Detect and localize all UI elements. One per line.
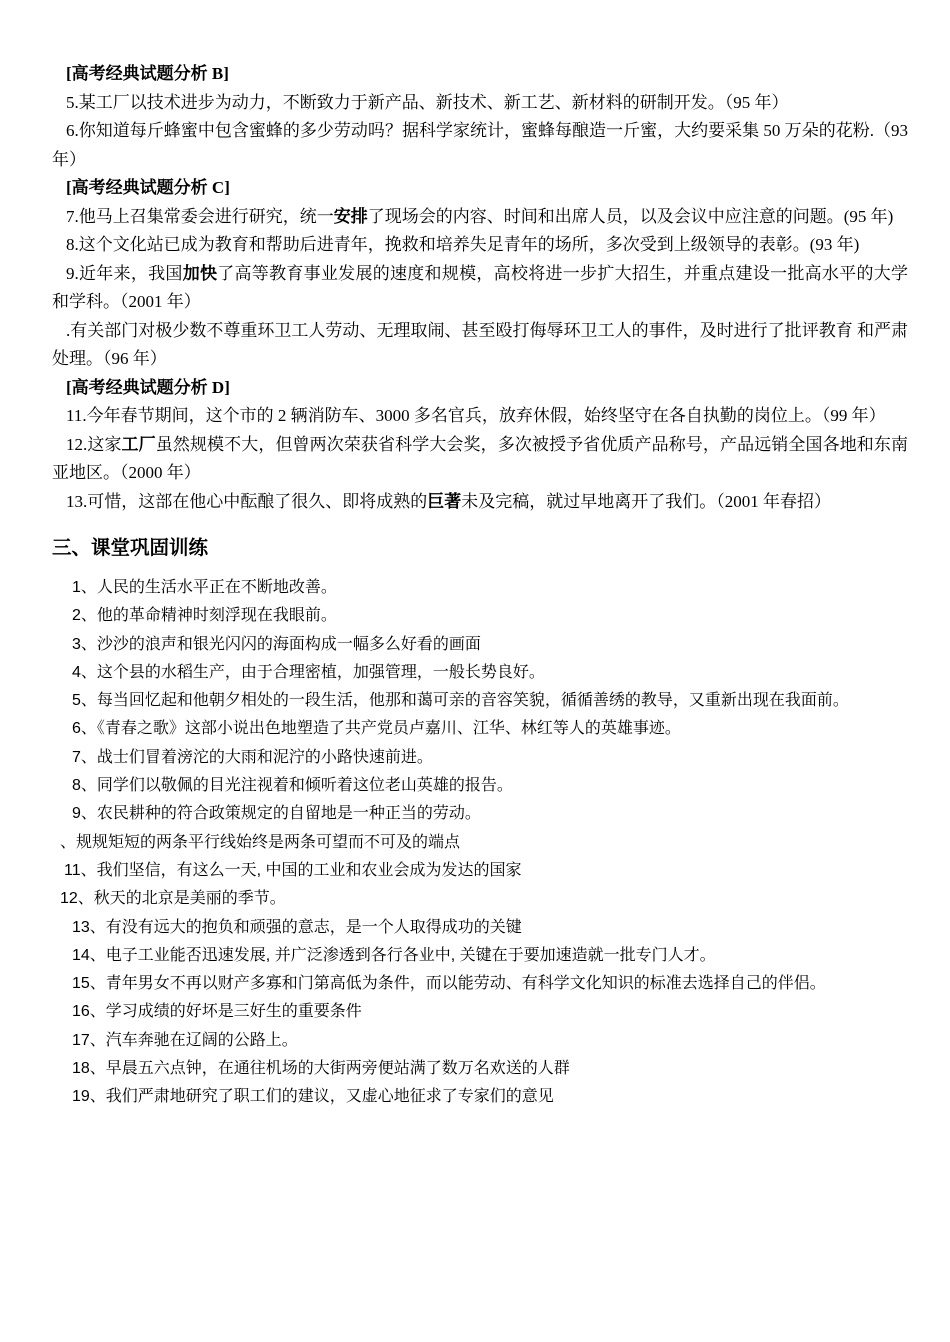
- question-13: [52, 488, 908, 517]
- section-d-heading: [高考经典试题分析 D]: [66, 377, 230, 397]
- question-12-highlight: 工厂: [121, 434, 156, 454]
- exercise-item-4: 4、这个县的水稻生产，由于合理密植，加强管理，一般长势良好。: [72, 663, 545, 681]
- section-b-heading: [高考经典试题分析 B]: [66, 64, 229, 83]
- question-13-text-a: 13.可惜，这部在他心中酝酿了很久、即将成熟的: [66, 491, 428, 511]
- question-6: 6.你知道每斤蜂蜜中包含蜜蜂的多少劳动吗？据科学家统计，蜜蜂每酿造一斤蜜，大约要采集 50 万朵的花粉.（93 年）: [52, 121, 908, 169]
- exercise-item-13: 13、有没有远大的抱负和顽强的意志，是一个人取得成功的关键: [72, 918, 522, 936]
- exercise-item-2: 2、他的革命精神时刻浮现在我眼前。: [72, 607, 337, 625]
- exercise-item-11: 11、我们坚信，有这么一天, 中国的工业和农业会成为发达的国家: [64, 861, 522, 879]
- question-12-text-b: 虽然规模不大，但曾两次荣获省科学大会奖，多次被授予省优质产品称号，产品远销全国各地和东南亚地区。（2000 年）: [52, 434, 909, 482]
- question-13-highlight: 巨著: [427, 491, 462, 511]
- exercise-item-8: 8、同学们以敬佩的目光注视着和倾听着这位老山英雄的报告。: [72, 777, 513, 795]
- question-5: 5.某工厂以技术进步为动力，不断致力于新产品、新技术、新工艺、新材料的研制开发。（95 年）: [66, 92, 789, 112]
- exercise-item-14: 14、电子工业能否迅速发展, 并广泛渗透到各行各业中, 关键在于要加速造就一批专门人才。: [72, 946, 716, 964]
- exercise-item-5: 5、每当回忆起和他朝夕相处的一段生活，他那和蔼可亲的音容笑貌，循循善绣的教导，又重新出现在我面前。: [72, 692, 849, 710]
- question-12-text-a: 12.这家: [66, 434, 122, 454]
- section-c-heading: [高考经典试题分析 C]: [66, 178, 230, 197]
- question-9-highlight: 加快: [182, 263, 218, 283]
- question-10: .有关部门对极少数不尊重环卫工人劳动、无理取闹、甚至殴打侮辱环卫工人的事件，及时进行了批评教育 和严肃处理。（96 年）: [52, 320, 908, 368]
- question-7-text-a: 7.他马上召集常委会进行研究，统一: [66, 206, 334, 226]
- exercise-list: [52, 574, 908, 1112]
- exercise-item-7: 7、战士们冒着滂沱的大雨和泥泞的小路快速前进。: [72, 748, 433, 766]
- exercise-item-6: 6、《青春之歌》这部小说出色地塑造了共产党员卢嘉川、江华、林红等人的英雄事迹。: [72, 720, 681, 738]
- exercise-item-15: 15、青年男女不再以财产多寡和门第高低为条件，而以能劳动、有科学文化知识的标准去选择自己的伴侣。: [72, 975, 826, 993]
- exercise-item-12: 12、秋天的北京是美丽的季节。: [60, 890, 286, 908]
- exercise-item-16: 16、学习成绩的好坏是三好生的重要条件: [72, 1003, 362, 1021]
- exercise-item-10: 、规规矩短的两条平行线始终是两条可望而不可及的端点: [60, 833, 461, 851]
- exercise-item-17: 17、汽车奔驰在辽阔的公路上。: [72, 1031, 298, 1049]
- question-7-highlight: 安排: [333, 206, 368, 226]
- exercise-item-1: 1、人民的生活水平正在不断地改善。: [72, 579, 337, 596]
- question-9-text-b: 了高等教育事业发展的速度和规模，高校将进一步扩大招生，并重点建设一批高水平的大学和学科。（2001 年）: [52, 263, 909, 311]
- exercise-item-9: 9、农民耕种的符合政策规定的自留地是一种正当的劳动。: [72, 805, 481, 823]
- question-12: [52, 431, 908, 488]
- question-11: 11.今年春节期间，这个市的 2 辆消防车、3000 多名官兵，放弃休假，始终坚守在各自执勤的岗位上。（99 年）: [66, 406, 886, 425]
- exercise-item-18: 18、早晨五六点钟，在通往机场的大街两旁便站满了数万名欢送的人群: [72, 1060, 570, 1078]
- question-7-text-b: 了现场会的内容、时间和出席人员，以及会议中应注意的问题。(95 年): [367, 206, 894, 226]
- exercise-item-3: 3、沙沙的浪声和银光闪闪的海面构成一幅多么好看的画面: [72, 635, 481, 653]
- exercise-item-19: 19、我们严肃地研究了职工们的建议，又虚心地征求了专家们的意见: [72, 1088, 554, 1106]
- document-page: [52, 60, 908, 1112]
- question-9-text-a: 9.近年来，我国: [66, 263, 183, 283]
- question-8: 8.这个文化站已成为教育和帮助后进青年，挽救和培养失足青年的场所，多次受到上级领导的表彰。(93 年): [66, 235, 860, 254]
- section-title-exercise: 三、课堂巩固训练: [52, 537, 209, 559]
- question-9: [52, 260, 908, 317]
- question-7: [52, 203, 908, 232]
- question-13-text-b: 未及完稿，就过早地离开了我们。（2001 年春招）: [461, 491, 831, 511]
